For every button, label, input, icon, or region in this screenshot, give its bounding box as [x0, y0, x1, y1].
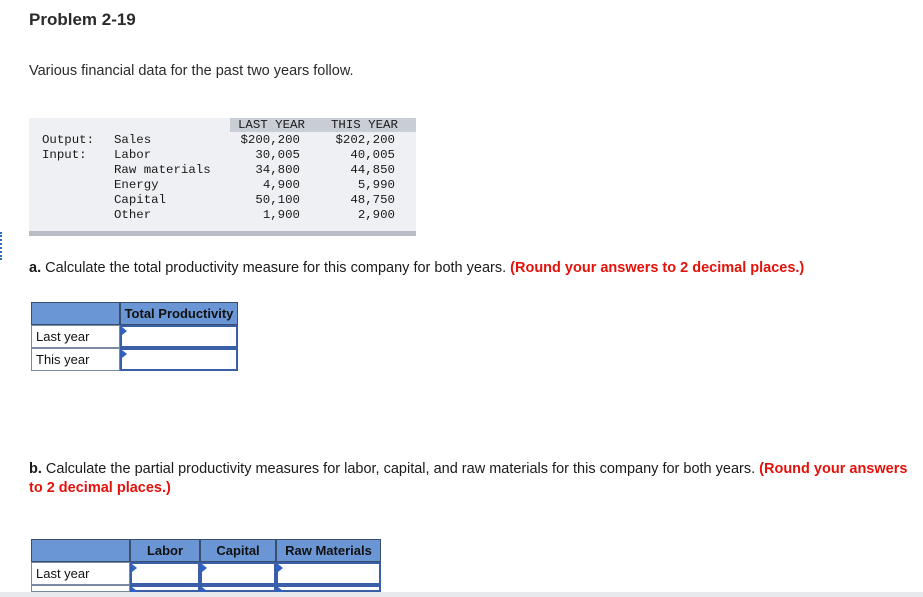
- this-year-raw-materials: 44,850: [350, 163, 395, 177]
- item-energy: Energy: [114, 178, 159, 192]
- problem-title: Problem 2-19: [29, 10, 136, 29]
- part-b-next-row-label: [31, 585, 130, 592]
- part-a-question: [29, 259, 909, 278]
- part-b-row-last-year: Last year: [31, 562, 130, 585]
- part-b-question: [29, 460, 914, 498]
- last-year-capital: 50,100: [255, 193, 300, 207]
- part-b-next-row-input-3[interactable]: [276, 585, 381, 592]
- part-b-next-row-input-1[interactable]: [130, 585, 200, 592]
- data-table-scrollbar[interactable]: [29, 231, 416, 236]
- part-b-next-row-input-2[interactable]: [200, 585, 276, 592]
- header-this-year: THIS YEAR: [331, 118, 398, 132]
- part-b-header-capital: Capital: [200, 539, 276, 562]
- this-year-other: 2,900: [357, 208, 395, 222]
- part-a-instruction: (Round your answers to 2 decimal places.): [510, 260, 805, 276]
- this-year-labor: 40,005: [350, 148, 395, 162]
- part-b-label: b.: [29, 461, 42, 477]
- last-year-raw-materials: 34,800: [255, 163, 300, 177]
- raw-materials-productivity-last-year-input[interactable]: [276, 562, 381, 585]
- page-bottom-strip: [0, 592, 923, 597]
- this-year-capital: 48,750: [350, 193, 395, 207]
- part-b-instruction: (Round your answers to 2 decimal places.): [29, 461, 908, 496]
- row-group-output: Output:: [42, 133, 95, 147]
- item-labor: Labor: [114, 148, 152, 162]
- last-year-sales: $200,200: [240, 133, 300, 147]
- part-a-corner-cell: [31, 302, 120, 325]
- row-group-input: Input:: [42, 148, 87, 162]
- header-last-year: LAST YEAR: [238, 118, 305, 132]
- total-productivity-last-year-input[interactable]: [120, 325, 238, 348]
- total-productivity-this-year-input[interactable]: [120, 348, 238, 371]
- part-a-row-last-year: Last year: [31, 325, 120, 348]
- item-capital: Capital: [114, 193, 167, 207]
- part-b-corner-cell: [31, 539, 130, 562]
- part-b-header-labor: Labor: [130, 539, 200, 562]
- part-b-text: Calculate the partial productivity measures for labor, capital, and raw materials for this company for both years.: [45, 461, 756, 477]
- item-other: Other: [114, 208, 152, 222]
- item-raw-materials: Raw materials: [114, 163, 211, 177]
- this-year-sales: $202,200: [335, 133, 395, 147]
- capital-productivity-last-year-input[interactable]: [200, 562, 276, 585]
- focus-indicator: [0, 232, 4, 260]
- last-year-labor: 30,005: [255, 148, 300, 162]
- part-a-text: Calculate the total productivity measure for this company for both years.: [45, 260, 507, 276]
- labor-productivity-last-year-input[interactable]: [130, 562, 200, 585]
- item-sales: Sales: [114, 133, 152, 147]
- part-a-header-total-productivity: Total Productivity: [120, 302, 238, 325]
- part-a-label: a.: [29, 260, 42, 276]
- problem-intro: Various financial data for the past two years follow.: [29, 63, 354, 79]
- part-a-row-this-year: This year: [31, 348, 120, 371]
- last-year-energy: 4,900: [262, 178, 300, 192]
- part-b-header-raw-materials: Raw Materials: [276, 539, 381, 562]
- last-year-other: 1,900: [262, 208, 300, 222]
- this-year-energy: 5,990: [357, 178, 395, 192]
